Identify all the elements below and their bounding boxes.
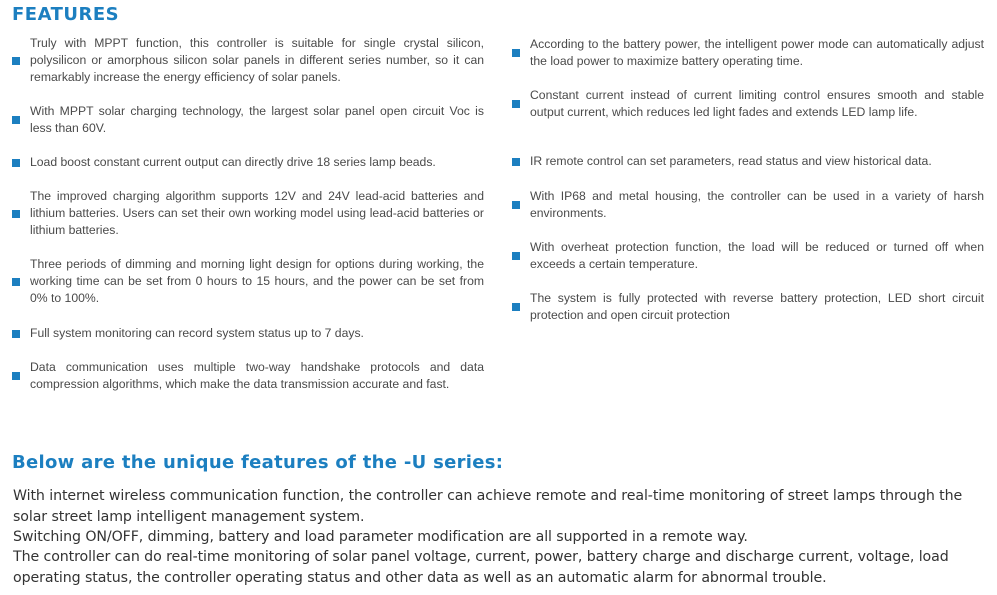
feature-item xyxy=(512,290,984,324)
feature-text: The system is fully protected with reverse battery protection, LED short circuit protection and open circuit protection xyxy=(530,291,984,322)
feature-text: According to the battery power, the intelligent power mode can automatically adjust the load power to maximize battery operating time. xyxy=(530,37,984,68)
square-bullet-icon xyxy=(512,49,520,57)
feature-text: The improved charging algorithm supports 12V and 24V lead-acid batteries and lithium batteries. Users can set their own working model using lead-acid batteries or lithium batteries. xyxy=(30,189,484,237)
feature-text: With IP68 and metal housing, the controller can be used in a variety of harsh environments. xyxy=(530,189,984,220)
feature-item xyxy=(512,87,984,121)
feature-item xyxy=(12,154,484,171)
feature-text: Load boost constant current output can directly drive 18 series lamp beads. xyxy=(30,155,436,169)
square-bullet-icon xyxy=(12,210,20,218)
square-bullet-icon xyxy=(512,158,520,166)
feature-item xyxy=(12,256,484,307)
feature-item xyxy=(512,188,984,222)
feature-item xyxy=(12,359,484,393)
feature-text: With overheat protection function, the load will be reduced or turned off when exceeds a certain temperature. xyxy=(530,240,984,271)
feature-item xyxy=(512,239,984,273)
square-bullet-icon xyxy=(512,201,520,209)
square-bullet-icon xyxy=(12,116,20,124)
unique-feature-paragraph: The controller can do real-time monitoring of solar panel voltage, current, power, battery charge and discharge current, voltage, load operating status, the controller operating status and other data as well as an automatic alarm for abnormal trouble. xyxy=(13,549,949,586)
feature-item xyxy=(512,153,984,170)
square-bullet-icon xyxy=(12,330,20,338)
feature-text: With MPPT solar charging technology, the largest solar panel open circuit Voc is less than 60V. xyxy=(30,104,484,135)
features-heading: FEATURES xyxy=(12,4,120,25)
feature-text: Data communication uses multiple two-way handshake protocols and data compression algorithms, which make the data transmission accurate and fast. xyxy=(30,360,484,391)
square-bullet-icon xyxy=(12,159,20,167)
feature-text: Full system monitoring can record system status up to 7 days. xyxy=(30,326,364,340)
feature-item xyxy=(12,103,484,137)
square-bullet-icon xyxy=(512,303,520,311)
square-bullet-icon xyxy=(512,252,520,260)
square-bullet-icon xyxy=(12,57,20,65)
unique-feature-paragraph: With internet wireless communication function, the controller can achieve remote and real-time monitoring of street lamps through the solar street lamp intelligent management system. xyxy=(13,488,963,525)
feature-item xyxy=(12,325,484,342)
unique-features-heading: Below are the unique features of the -U series: xyxy=(12,452,504,473)
feature-item xyxy=(12,188,484,239)
feature-text: Constant current instead of current limiting control ensures smooth and stable output current, which reduces led light fades and extends LED lamp life. xyxy=(530,88,984,119)
feature-item xyxy=(12,35,484,86)
square-bullet-icon xyxy=(12,372,20,380)
feature-text: Truly with MPPT function, this controller is suitable for single crystal silicon, polysilicon or amorphous silicon solar panels in different series number, so it can remarkably increase the energy efficiency of solar panels. xyxy=(30,36,484,84)
feature-item xyxy=(512,36,984,70)
square-bullet-icon xyxy=(12,278,20,286)
feature-text: Three periods of dimming and morning light design for options during working, the working time can be set from 0 hours to 15 hours, and the power can be set from 0% to 100%. xyxy=(30,257,484,305)
unique-feature-paragraph: Switching ON/OFF, dimming, battery and load parameter modification are all supported in a remote way. xyxy=(13,529,748,545)
feature-text: IR remote control can set parameters, read status and view historical data. xyxy=(530,154,932,168)
square-bullet-icon xyxy=(512,100,520,108)
